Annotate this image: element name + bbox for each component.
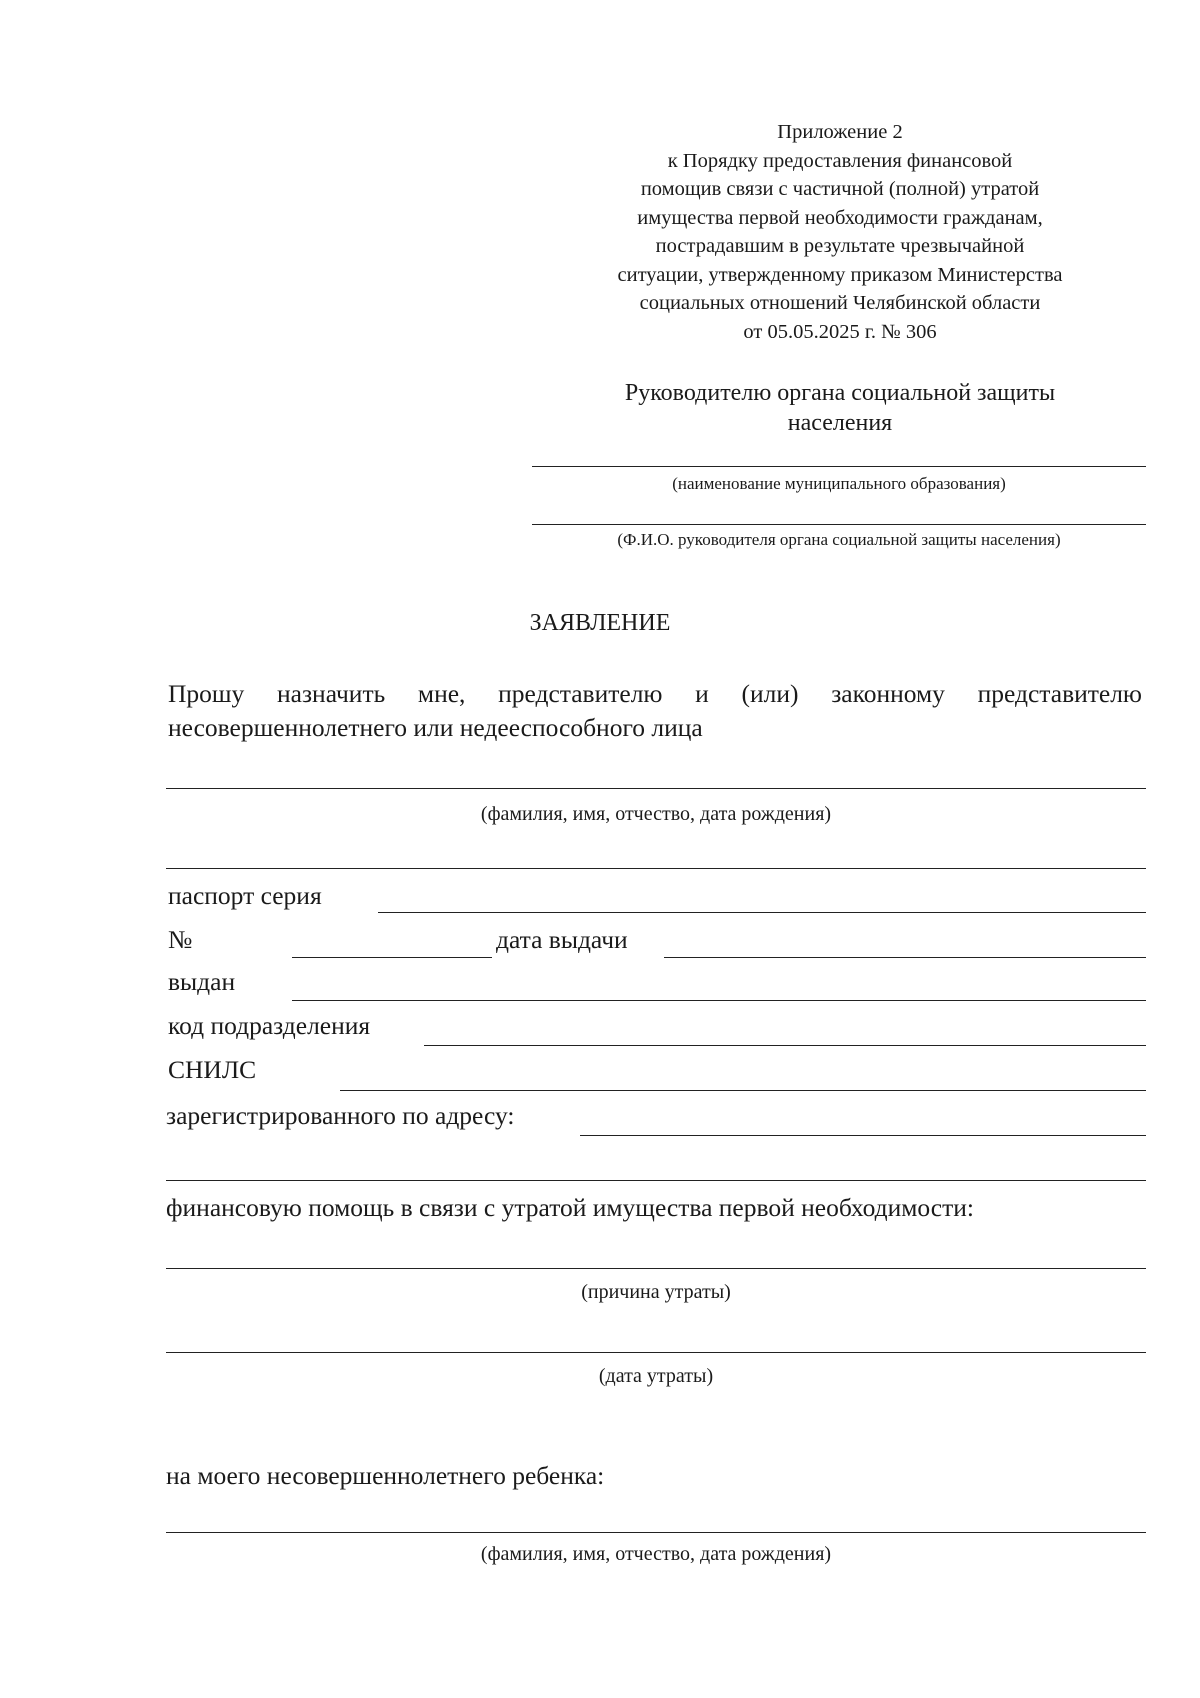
- aid-label: финансовую помощь в связи с утратой имущества первой необходимости:: [166, 1193, 974, 1222]
- snils-field[interactable]: [340, 1090, 1146, 1091]
- appendix-line: имущества первой необходимости гражданам,: [637, 206, 1043, 229]
- snils-label: СНИЛС: [168, 1055, 257, 1084]
- applicant-name-field-2[interactable]: [166, 868, 1146, 869]
- division-code-field[interactable]: [424, 1045, 1146, 1046]
- issued-by-field[interactable]: [292, 1000, 1146, 1001]
- addressee-block: [530, 378, 1150, 438]
- loss-date-field[interactable]: [166, 1352, 1146, 1353]
- municipality-field[interactable]: [532, 466, 1146, 467]
- intro-line-1: Прошу назначить мне, представителю и (или) законному представителю: [168, 679, 1142, 708]
- intro-line-2: несовершеннолетнего или недееспособного лица: [168, 713, 703, 742]
- issue-date-field[interactable]: [664, 957, 1146, 958]
- address-field-2[interactable]: [166, 1180, 1146, 1181]
- issued-by-label: выдан: [168, 967, 236, 996]
- division-code-label: код подразделения: [168, 1011, 371, 1040]
- head-name-field[interactable]: [532, 524, 1146, 525]
- passport-series-label: паспорт серия: [168, 881, 322, 910]
- child-name-caption: (фамилия, имя, отчество, дата рождения): [480, 1543, 832, 1565]
- issue-date-label: дата выдачи: [496, 925, 628, 954]
- loss-reason-caption: (причина утраты): [581, 1281, 731, 1303]
- appendix-line: помощив связи с частичной (полной) утратой: [640, 178, 1040, 200]
- loss-date-caption: (дата утраты): [598, 1365, 714, 1387]
- address-label: зарегистрированного по адресу:: [166, 1101, 515, 1130]
- appendix-line: социальных отношений Челябинской области: [639, 292, 1041, 314]
- head-name-caption: (Ф.И.О. руководителя органа социальной защиты населения): [617, 530, 1061, 549]
- appendix-line: от 05.05.2025 г. № 306: [743, 320, 937, 343]
- addressee-line: Руководителю органа социальной защиты: [624, 380, 1056, 406]
- applicant-name-caption: (фамилия, имя, отчество, дата рождения): [480, 803, 832, 825]
- municipality-caption: (наименование муниципального образования): [672, 474, 1006, 493]
- child-name-field[interactable]: [166, 1532, 1146, 1533]
- appendix-line: Приложение 2: [777, 121, 903, 143]
- applicant-name-field[interactable]: [166, 788, 1146, 789]
- appendix-line: ситуации, утвержденному приказом Министерства: [617, 263, 1063, 286]
- appendix-line: пострадавшим в результате чрезвычайной: [655, 235, 1025, 257]
- passport-number-field[interactable]: [292, 957, 492, 958]
- document-title: ЗАЯВЛЕНИЕ: [529, 610, 671, 636]
- loss-reason-field[interactable]: [166, 1268, 1146, 1269]
- passport-series-field[interactable]: [378, 912, 1146, 913]
- appendix-header: [570, 118, 1110, 346]
- child-label: на моего несовершеннолетнего ребенка:: [166, 1461, 605, 1490]
- addressee-line: населения: [787, 410, 893, 436]
- passport-number-label: №: [168, 925, 193, 954]
- appendix-line: к Порядку предоставления финансовой: [667, 149, 1013, 172]
- address-field[interactable]: [580, 1135, 1146, 1136]
